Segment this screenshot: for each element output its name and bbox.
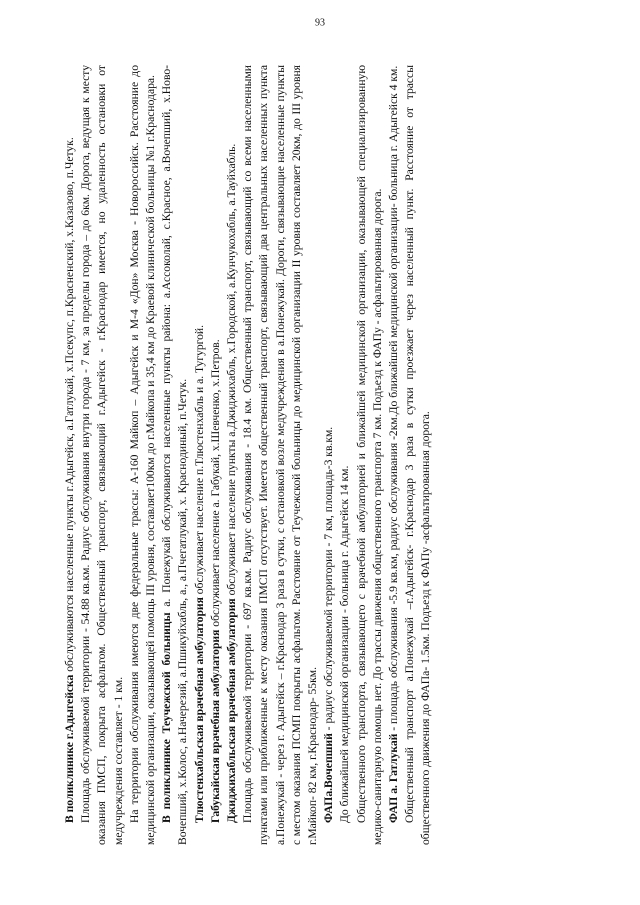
paragraph: [62, 65, 78, 845]
text-run: Общественного транспорта, связывающего с врачебной амбулаторией и ближайшей медицинской организации, оказывающей специализированную медико-санитарную помощь нет. До трассы движения общественного транспорта 7 км. Подъезд к ФАПу - асфальтированная дорога.: [354, 65, 384, 845]
text-run: обслуживает население п.Тлюстенхабль и а. Тугургой.: [192, 324, 206, 598]
bold-heading-run: В поликлинике Теучежской больницы: [160, 612, 174, 823]
text-run: Площадь обслуживаемой территории - 697 кв.км. Радиус обслуживания - 18.4 км. Общественный транспорт, связывающий со всеми населенными пунктами или приближенные к месту оказания ПМСП отсутствует. Имеется общественный транспорт, связывающий два центральных населенных пункта а.Понежукай - через г. Адыгейск – г.Краснодар 3 раза в сутки, с остановкой возле медучреждения в а.Понежукай. Дороги, связывающие населенные пункты с местом оказания ПСМП покрыты асфальтом. Расстояние от Теучежской больницы до медицинской организации II уровня составляет 20км, до III уровня г.Майкоп- 82 км, г.Краснодар- 55км.: [241, 65, 320, 845]
bold-heading-run: ФАПа.Вочепший: [322, 733, 336, 823]
paragraph: [208, 65, 224, 845]
bold-heading-run: В поликлинике г.Адыгейска: [63, 674, 76, 823]
text-run: Площадь обслуживаемой территории - 54.88 кв.км. Радиус обслуживания внутри города - 7 км, за пределы города – до 6км. Дорога, ведущая к месту оказания ПМСП, покрыта асфальтом. Общественный транспорт, связывающий г.Адыгейск - г.Краснодар имеется, но удаленность остановки от медучреждения составляет - 1 км.: [79, 65, 125, 845]
page-number: 93: [315, 17, 325, 29]
paragraph: [159, 65, 191, 845]
paragraph: [354, 65, 386, 845]
paragraph: [127, 65, 159, 845]
text-run: - радиус обслуживаемой территории - 7 км, площадь-3 кв.км.: [322, 426, 336, 734]
text-run: На территории обслуживания имеются две федеральные трассы: А-160 Майкоп – Адыгейск и М-4 «Дон» Москва - Новороссийск. Расстояние до медицинской организации, оказывающей помощь III уровня, составляет100км до г.Майкопа и 35,4 км до Краевой клинической больницы №1 г.Краснодара.: [127, 65, 158, 845]
text-run: а. Понежукай обслуживаются населенные пункты района: а.Ассоколай, с.Красное, а.Вочепший, х.Ново-Вочепший, х.Колос, а.Начерезий, а.Пшикуйхабль, а., а.Пчегатлукай, х. Краснодиный, п.Четук.: [160, 65, 190, 845]
text-run: обслуживает население пункты а.Джиджихабль, х.Городской, а.Кунчукохабль, а.Тауйхабль.: [225, 143, 239, 599]
paragraph: [192, 65, 208, 845]
bold-heading-run: ФАП а. Гатлукай: [387, 733, 401, 823]
bold-heading-run: Джиджихабльская врачебная амбулатория: [225, 598, 239, 823]
text-run: - площадь обслуживания -5.9 кв.км, радиус обслуживания -2км.До ближайшей медицинской организации- больница г. Адыгейск 4 км.: [387, 65, 401, 734]
document-body: [62, 65, 435, 845]
paragraph: [337, 65, 353, 845]
paragraph: [402, 65, 434, 845]
text-run: Общественный транспорт а.Понежукай –г.Адыгейск- г.Краснодар 3 раза в сутки проезжает через населенный пункт. Расстояние от трассы общественного движения до ФАПа- 1.5км. Подъезд к ФАПу -асфальтированная дорога.: [403, 65, 433, 845]
text-run: обслуживаются населенные пункты г.Адыгейск, а.Гатлукай, х.Псекупс, п.Красненский, х.Казазово, п.Четук.: [63, 137, 76, 675]
paragraph: [321, 65, 337, 845]
paragraph: [240, 65, 321, 845]
paragraph: [78, 65, 127, 845]
bold-heading-run: Габукайская врачебная амбулатория: [208, 629, 222, 823]
paragraph: [386, 65, 402, 845]
text-run: обслуживает население а. Габукай, х.Шевченко, х.Петров.: [208, 339, 222, 630]
paragraph: [224, 65, 240, 845]
text-run: До ближайшей медицинской организации - больница г. Адыгейск 14 км.: [338, 465, 352, 823]
bold-heading-run: Тлюстенхабльская врачебная амбулатория: [192, 597, 206, 823]
